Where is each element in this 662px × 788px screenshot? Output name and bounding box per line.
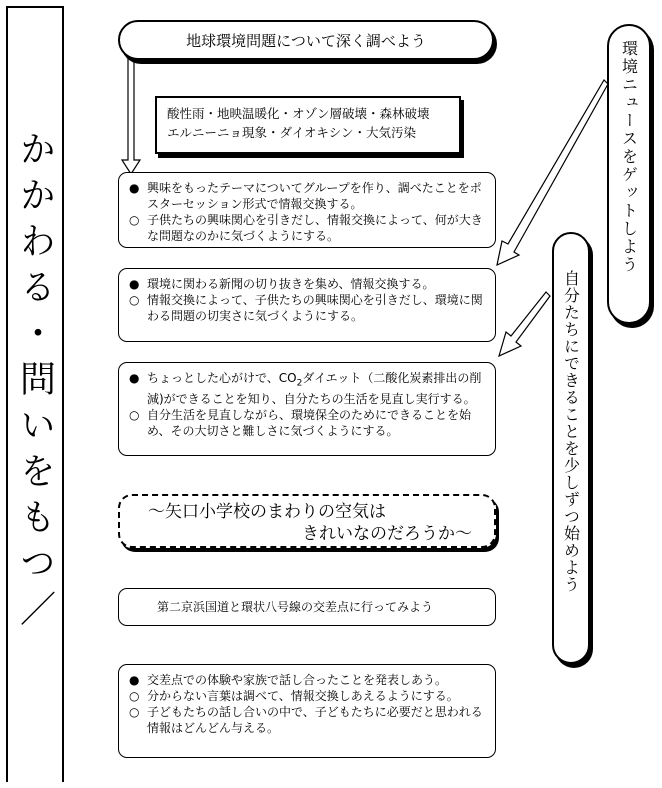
news-pill <box>607 24 651 324</box>
open-circle-icon: ○ <box>129 705 140 719</box>
bullet-row <box>129 212 487 244</box>
bullet-row <box>129 276 487 292</box>
filled-circle-icon: ● <box>129 371 140 385</box>
intersection-box <box>118 588 496 626</box>
step-box-3 <box>118 362 496 456</box>
bullet-text: 興味をもったテーマについてグループを作り、調べたことをポスターセッション形式で情報交換する。 <box>147 181 482 211</box>
small-steps-pill <box>552 232 590 664</box>
open-circle-icon: ○ <box>129 689 140 703</box>
issues-box <box>155 96 461 154</box>
open-circle-icon: ○ <box>129 293 140 307</box>
bullet-row <box>129 672 487 688</box>
title-pill <box>118 20 494 60</box>
bullet-text: 環境に関わる新聞の切り抜きを集め、情報交換する。 <box>147 277 435 291</box>
filled-circle-icon: ● <box>129 181 140 195</box>
bullet-text-part: ちょっとした心がけで、CO <box>147 371 297 385</box>
step-box-1 <box>118 172 496 248</box>
school-question-line-2: きれいなのだろうか～ <box>302 524 472 544</box>
intersection-text: 第二京浜国道と環状八号線の交差点に行ってみよう <box>157 600 434 614</box>
open-circle-icon: ○ <box>129 213 140 227</box>
subscript: 2 <box>296 378 303 389</box>
bullet-text: 情報交換によって、子供たちの興味関心を引きだし、環境に関わる問題の切実さに気づくようにする。 <box>147 293 483 323</box>
issues-line-1: 酸性雨・地映温暖化・オゾン層破壊・森林破壊 <box>167 106 430 121</box>
open-circle-icon: ○ <box>129 408 140 423</box>
bullet-row <box>129 370 487 407</box>
small-steps-pill-text: 自分たちにできることを少しずつ始めよう <box>561 270 581 593</box>
bullet-text <box>147 370 487 407</box>
bullet-text: 自分生活を見直しながら、環境保全のためにできることを始め、その大切さと難しさに気づくようにする。 <box>147 408 472 439</box>
down-arrow <box>122 58 140 174</box>
bullet-row <box>129 180 487 212</box>
bullet-text: 交差点での体験や家族で話し合ったことを発表しあう。 <box>147 673 448 687</box>
small-pill-arrow <box>499 292 550 356</box>
school-question-box <box>118 494 496 548</box>
school-question-line-1: ～矢口小学校のまわりの空気は <box>148 502 386 522</box>
left-label-text: かかわる・問いをもつ／ <box>14 130 56 636</box>
bullet-row <box>129 688 487 704</box>
bullet-text: 子どもたちの話し合いの中で、子どもたちに必要だと思われる情報はどんどん与える。 <box>147 705 483 735</box>
bullet-row <box>129 407 487 439</box>
bullet-text: 分からない言葉は調べて、情報交換しあえるようにする。 <box>147 689 459 703</box>
bullet-row <box>129 292 487 324</box>
filled-circle-icon: ● <box>129 673 140 687</box>
news-pill-text: 環境ニュースをゲットしよう <box>619 40 639 274</box>
news-arrow <box>497 80 608 265</box>
bullet-text: 子供たちの興味関心を引きだし、情報交換によって、何が大きな問題なのかに気づくようにする。 <box>147 213 483 243</box>
issues-line-2: エルニーニョ現象・ダイオキシン・大気汚染 <box>167 125 416 140</box>
filled-circle-icon: ● <box>129 277 140 291</box>
title-text: 地球環境問題について深く調べよう <box>186 31 426 50</box>
step-box-2 <box>118 268 496 342</box>
bullet-row <box>129 704 487 736</box>
step-box-6 <box>118 664 496 758</box>
bullet-text-part: ダイエット（二酸化炭素排出の削減)ができることを知り、自分たちの生活を見直し実行する。 <box>147 371 482 407</box>
